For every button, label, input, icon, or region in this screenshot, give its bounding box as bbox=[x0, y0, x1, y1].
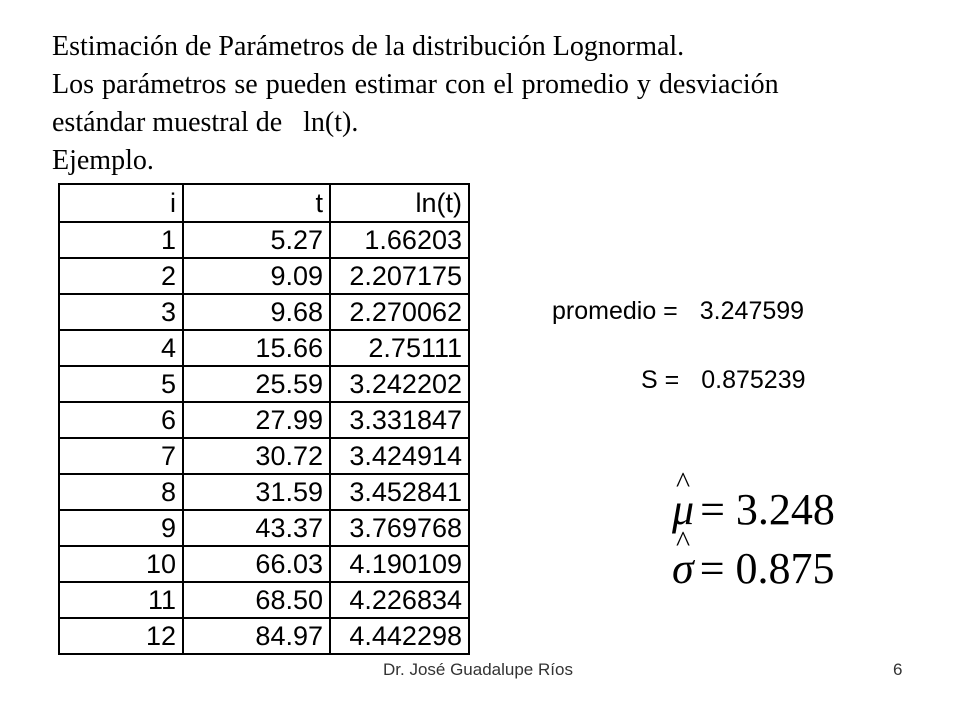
table-row bbox=[60, 293, 468, 329]
table-row bbox=[60, 581, 468, 617]
ln-t-cell: 2.75111 bbox=[331, 329, 468, 365]
mu-estimate-value: = 3.248 bbox=[700, 485, 835, 534]
ln-t-cell: 3.452841 bbox=[331, 473, 468, 509]
t-cell: 9.68 bbox=[184, 293, 331, 329]
index-cell: 6 bbox=[60, 401, 184, 437]
heading-line-2: Los parámetros se pueden estimar con el promedio y desviación bbox=[52, 69, 779, 100]
table-row bbox=[60, 509, 468, 545]
ln-t-cell: 3.242202 bbox=[331, 365, 468, 401]
t-cell: 15.66 bbox=[184, 329, 331, 365]
lognormal-data-table bbox=[58, 183, 470, 655]
mu-estimate bbox=[672, 484, 835, 535]
t-cell: 30.72 bbox=[184, 437, 331, 473]
slide-heading bbox=[52, 28, 932, 180]
table-row bbox=[60, 437, 468, 473]
heading-line-1: Estimación de Parámetros de la distribución Lognormal. bbox=[52, 31, 685, 62]
ln-t-cell: 3.769768 bbox=[331, 509, 468, 545]
index-cell: 11 bbox=[60, 581, 184, 617]
page-number: 6 bbox=[893, 660, 903, 679]
ln-t-cell: 2.270062 bbox=[331, 293, 468, 329]
heading-line-4: Ejemplo. bbox=[52, 145, 154, 176]
table-header-row bbox=[60, 185, 468, 221]
index-cell: 7 bbox=[60, 437, 184, 473]
column-header: i bbox=[60, 185, 184, 221]
table-row bbox=[60, 617, 468, 653]
sigma-estimate bbox=[672, 543, 835, 594]
index-cell: 5 bbox=[60, 365, 184, 401]
column-header: ln(t) bbox=[415, 187, 462, 218]
ln-t-cell: 3.331847 bbox=[331, 401, 468, 437]
index-cell: 4 bbox=[60, 329, 184, 365]
sd-stat bbox=[641, 366, 806, 395]
footer-author: Dr. José Guadalupe Ríos bbox=[383, 660, 573, 679]
sd-label: S = bbox=[641, 366, 680, 394]
table-row bbox=[60, 401, 468, 437]
t-cell: 66.03 bbox=[184, 545, 331, 581]
ln-t-cell: 1.66203 bbox=[331, 221, 468, 257]
table-row bbox=[60, 221, 468, 257]
ln-t-cell: 4.190109 bbox=[331, 545, 468, 581]
ln-t-cell: 2.207175 bbox=[331, 257, 468, 293]
index-cell: 1 bbox=[60, 221, 184, 257]
t-cell: 43.37 bbox=[184, 509, 331, 545]
t-cell: 84.97 bbox=[184, 617, 331, 653]
ln-t-cell: 4.226834 bbox=[331, 581, 468, 617]
table-row bbox=[60, 473, 468, 509]
t-cell: 25.59 bbox=[184, 365, 331, 401]
table-row bbox=[60, 545, 468, 581]
index-cell: 2 bbox=[60, 257, 184, 293]
mean-value: 3.247599 bbox=[699, 297, 805, 325]
index-cell: 8 bbox=[60, 473, 184, 509]
heading-line-3: estándar muestral de ln(t). bbox=[52, 107, 359, 138]
t-cell: 9.09 bbox=[184, 257, 331, 293]
index-cell: 3 bbox=[60, 293, 184, 329]
mean-stat bbox=[552, 297, 804, 326]
index-cell: 10 bbox=[60, 545, 184, 581]
t-cell: 5.27 bbox=[184, 221, 331, 257]
t-cell: 27.99 bbox=[184, 401, 331, 437]
sigma-estimate-value: = 0.875 bbox=[699, 544, 835, 593]
table-row bbox=[60, 365, 468, 401]
t-cell: 31.59 bbox=[184, 473, 331, 509]
column-header: t bbox=[184, 185, 331, 221]
table-row bbox=[60, 329, 468, 365]
ln-t-cell: 3.424914 bbox=[331, 437, 468, 473]
mean-label: promedio = bbox=[552, 297, 678, 325]
index-cell: 9 bbox=[60, 509, 184, 545]
index-cell: 12 bbox=[60, 617, 184, 653]
sigma-hat-symbol: ^ σ bbox=[672, 543, 694, 594]
ln-t-cell: 4.442298 bbox=[331, 617, 468, 653]
t-cell: 68.50 bbox=[184, 581, 331, 617]
mu-hat-symbol: ^ μ bbox=[672, 484, 694, 535]
table-row bbox=[60, 257, 468, 293]
sd-value: 0.875239 bbox=[701, 366, 806, 394]
